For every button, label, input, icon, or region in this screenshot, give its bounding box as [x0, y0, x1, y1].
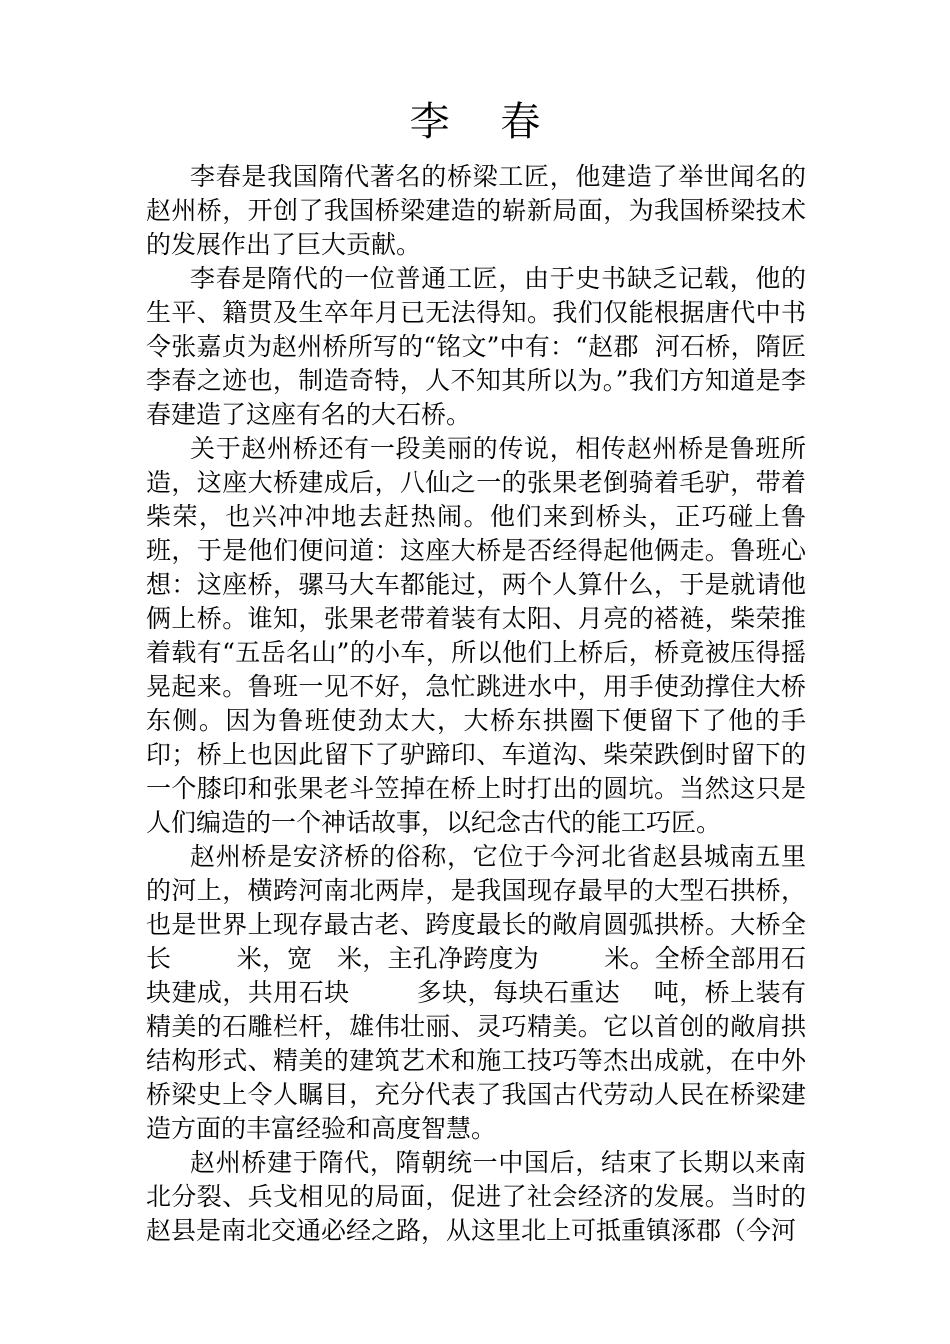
paragraph-5: 赵州桥建于隋代，隋朝统一中国后，结束了长期以来南北分裂、兵戈相见的局面，促进了社会经济的发展。当时的赵县是南北交通必经之路，从这里北上可抵重镇涿郡（今河 [146, 1148, 806, 1245]
page-title: 李 春 [409, 99, 541, 145]
paragraph-2: 李春是隋代的一位普通工匠，由于史书缺乏记载，他的生平、籍贯及生卒年月已无法得知。我们仅能根据唐代中书令张嘉贞为赵州桥所写的“铭文”中有：“赵郡 河石桥，隋匠李春之迹也，制造奇特，人不知其所以为。”我们方知道是李春建造了这座有名的大石桥。 [146, 264, 806, 429]
paragraph-1: 李春是我国隋代著名的桥梁工匠，他建造了举世闻名的赵州桥，开创了我国桥梁建造的崭新局面，为我国桥梁技术的发展作出了巨大贡献。 [146, 162, 806, 259]
article-body [146, 160, 806, 1248]
paragraph-4: 赵州桥是安济桥的俗称，它位于今河北省赵县城南五里的河上，横跨河南北两岸，是我国现存最早的大型石拱桥，也是世界上现存最古老、跨度最长的敞肩圆弧拱桥。大桥全长 米，宽 米，主孔净跨度为 米。全桥全部用石块建成，共用石块 多块，每块石重达 吨，桥上装有精美的石雕栏杆，雄伟壮丽、灵巧精美。它以首创的敞肩拱结构形式、精美的建筑艺术和施工技巧等杰出成就，在中外桥梁史上令人瞩目，充分代表了我国古代劳动人民在桥梁建造方面的丰富经验和高度智慧。 [146, 842, 806, 1143]
paragraph-3: 关于赵州桥还有一段美丽的传说，相传赵州桥是鲁班所造，这座大桥建成后，八仙之一的张果老倒骑着毛驴，带着柴荣，也兴冲冲地去赶热闹。他们来到桥头，正巧碰上鲁班，于是他们便问道：这座大桥是否经得起他俩走。鲁班心想：这座桥，骡马大车都能过，两个人算什么，于是就请他俩上桥。谁知，张果老带着装有太阳、月亮的褡裢，柴荣推着载有“五岳名山”的小车，所以他们上桥后，桥竟被压得摇晃起来。鲁班一见不好，急忙跳进水中，用手使劲撑住大桥东侧。因为鲁班使劲太大，大桥东拱圈下便留下了他的手印；桥上也因此留下了驴蹄印、车道沟、柴荣跌倒时留下的一个膝印和张果老斗笠掉在桥上时打出的圆坑。当然这只是人们编造的一个神话故事，以纪念古代的能工巧匠。 [146, 434, 806, 837]
